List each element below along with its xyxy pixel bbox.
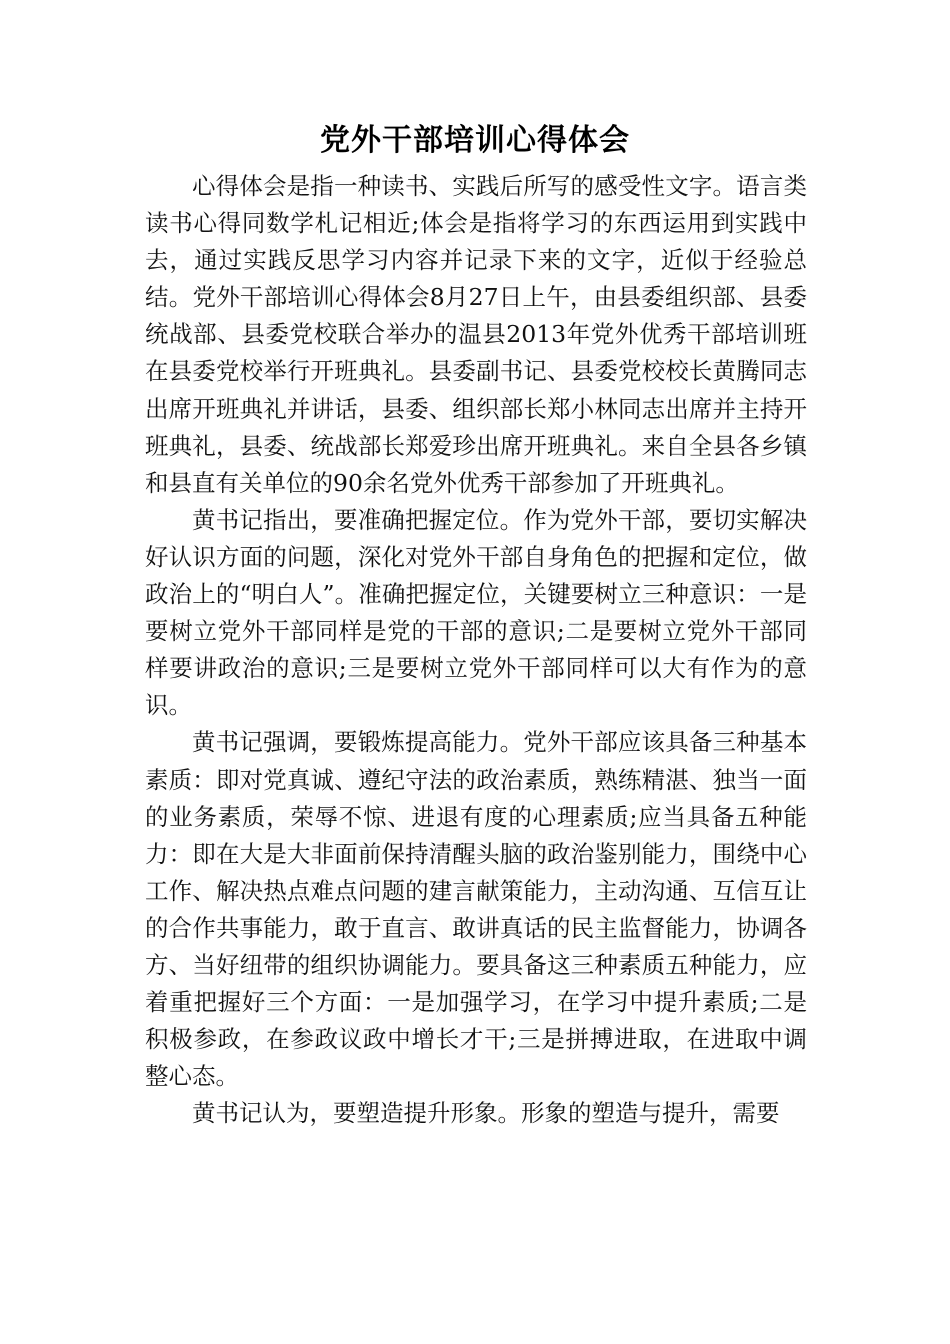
document-body [145,168,807,1132]
paragraph: 黄书记指出，要准确把握定位。作为党外干部，要切实解决好认识方面的问题，深化对党外干部自身角色的把握和定位，做政治上的“明白人”。准确把握定位，关键要树立三种意识：一是要树立党外干部同样是党的干部的意识;二是要树立党外干部同样要讲政治的意识;三是要树立党外干部同样可以大有作为的意识。 [145,505,807,720]
paragraph: 黄书记强调，要锻炼提高能力。党外干部应该具备三种基本素质：即对党真诚、遵纪守法的政治素质，熟练精湛、独当一面的业务素质，荣辱不惊、进退有度的心理素质;应当具备五种能力：即在大是大非面前保持清醒头脑的政治鉴别能力，围绕中心工作、解决热点难点问题的建言献策能力，主动沟通、互信互让的合作共事能力，敢于直言、敢讲真话的民主监督能力，协调各方、当好纽带的组织协调能力。要具备这三种素质五种能力，应着重把握好三个方面：一是加强学习，在学习中提升素质;二是积极参政，在参政议政中增长才干;三是拼搏进取，在进取中调整心态。 [145,728,807,1091]
paragraph: 心得体会是指一种读书、实践后所写的感受性文字。语言类读书心得同数学札记相近;体会是指将学习的东西运用到实践中去，通过实践反思学习内容并记录下来的文字，近似于经验总结。党外干部培训心得体会8月27日上午，由县委组织部、县委统战部、县委党校联合举办的温县2013年党外优秀干部培训班在县委党校举行开班典礼。县委副书记、县委党校校长黄腾同志出席开班典礼并讲话，县委、组织部长郑小林同志出席并主持开班典礼，县委、统战部长郑爱珍出席开班典礼。来自全县各乡镇和县直有关单位的90余名党外优秀干部参加了开班典礼。 [145,172,807,497]
document-title: 党外干部培训心得体会 [320,123,630,158]
paragraph: 黄书记认为，要塑造提升形象。形象的塑造与提升，需要 [192,1099,780,1128]
